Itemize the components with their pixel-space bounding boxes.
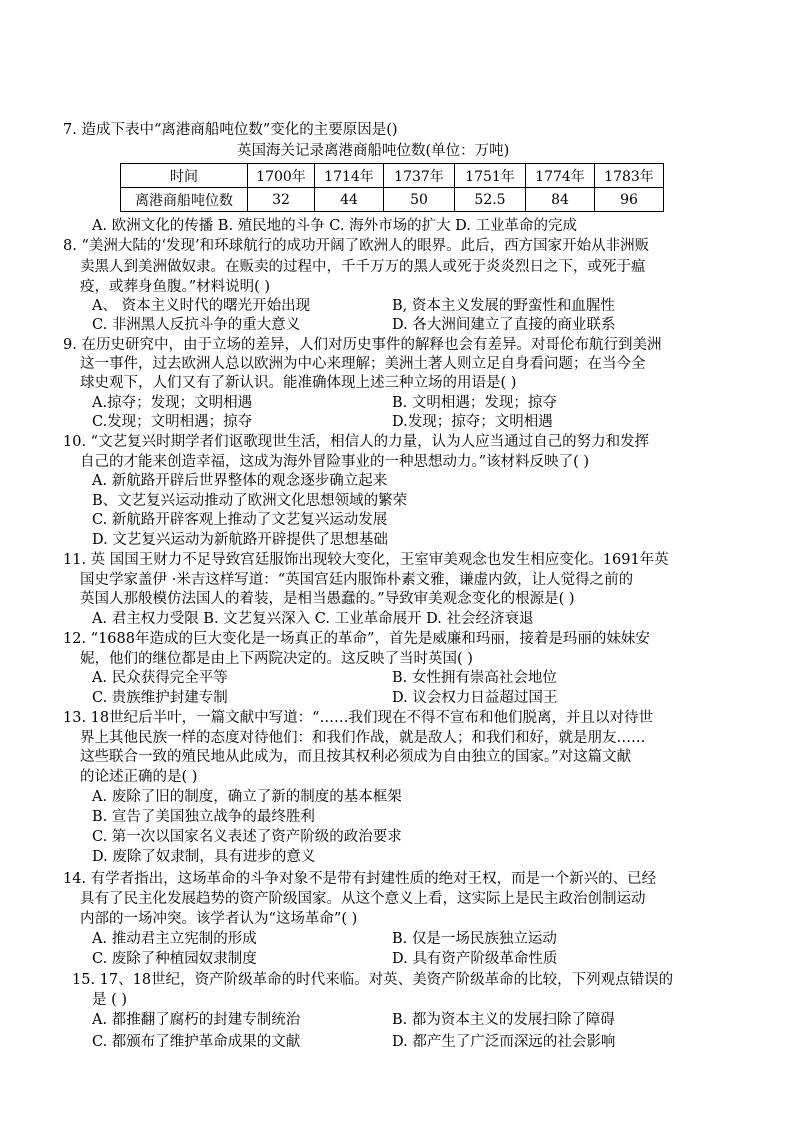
table-header-cell: 1783年 — [595, 164, 664, 188]
q10-line-1: 10. “文艺复兴时期学者们讴歌现世生活，相信人的力量，认为人应当通过自己的努力和发挥 — [63, 434, 650, 450]
q13-line-1: 13. 18世纪后半叶，一篇文献中写道：“……我们现在不得不宣布和他们脱离，并且以对待世 — [63, 710, 654, 726]
table-header-cell: 1737年 — [384, 164, 455, 188]
table-cell: 44 — [315, 188, 384, 212]
table-row — [121, 188, 664, 212]
q13-option-a: A. 废除了旧的制度，确立了新的制度的基本框架 — [92, 789, 402, 805]
q15-line-2: 是 ( ) — [92, 992, 128, 1008]
q10-option-d: D. 文艺复兴运动为新航路开辟提供了思想基础 — [92, 532, 388, 548]
q13-option-c: C. 第一次以国家名义表述了资产阶级的政治要求 — [92, 829, 402, 845]
q15-line-1: 15. 17、18世纪，资产阶级革命的时代来临。对英、美资产阶级革命的比较，下列观点错误的 — [72, 972, 674, 988]
q13-option-d: D. 废除了奴隶制，具有进步的意义 — [92, 849, 316, 865]
q12-option-a: A. 民众获得完全平等 — [92, 670, 228, 686]
q8-option-c: C. 非洲黑人反抗斗争的重大意义 — [92, 317, 301, 333]
table-header-cell: 1774年 — [526, 164, 595, 188]
q11-line-1: 11. 英 国国王财力不足导致宫廷服饰出现较大变化，王室审美观念也发生相应变化。1691年英 — [63, 552, 669, 568]
q7-table — [120, 163, 664, 212]
table-header-cell: 1714年 — [315, 164, 384, 188]
q14-option-b: B. 仅是一场民族独立运动 — [392, 931, 557, 947]
q12-option-d: D. 议会权力日益超过国王 — [392, 690, 558, 706]
q9-option-b: B. 文明相遇；发现；掠夺 — [392, 395, 557, 411]
q15-option-a: A. 都推翻了腐朽的封建专制统治 — [92, 1012, 301, 1028]
q9-option-c: C.发现；文明相遇；掠夺 — [92, 414, 253, 430]
q9-line-2: 这一事件，过去欧洲人总以欧洲为中心来理解；美洲土著人则立足自身看问题；在当今全 — [80, 356, 646, 372]
q13-option-b: B. 宣告了美国独立战争的最终胜利 — [92, 809, 315, 825]
q8-line-2: 卖黑人到美洲做奴隶。在贩卖的过程中，千千万万的黑人或死于炎炎烈日之下，或死于瘟 — [80, 259, 646, 275]
table-row — [121, 164, 664, 188]
q10-line-2: 自己的才能来创造幸福，这成为海外冒险事业的一种思想动力。”该材料反映了( ) — [80, 454, 590, 470]
q8-line-3: 疫，或葬身鱼腹。”材料说明( ) — [80, 279, 271, 295]
q10-option-a: A. 新航路开辟后世界整体的观念逐步确立起来 — [92, 473, 388, 489]
q8-line-1: 8. “美洲大陆的‘发现’和环球航行的成功开阔了欧洲人的眼界。此后，西方国家开始从非洲贩 — [63, 238, 650, 254]
q14-option-d: D. 具有资产阶级革命性质 — [392, 951, 558, 967]
table-cell: 84 — [526, 188, 595, 212]
q10-option-c: C. 新航路开辟客观上推动了文艺复兴运动发展 — [92, 512, 388, 528]
q9-line-1: 9. 在历史研究中，由于立场的差异，人们对历史事件的解释也会有差异。对哥伦布航行到美洲 — [63, 337, 662, 353]
q7-table-title: 英国海关记录离港商船吨位数(单位：万吨) — [237, 143, 510, 159]
table-header-cell: 时间 — [121, 164, 248, 188]
q12-option-c: C. 贵族维护封建专制 — [92, 690, 228, 706]
table-cell: 32 — [248, 188, 315, 212]
q7-stem: 7. 造成下表中“离港商船吨位数”变化的主要原因是() — [63, 122, 398, 138]
q12-line-2: 妮，他们的继位都是由上下两院决定的。这反映了当时英国( ) — [80, 651, 473, 667]
q14-line-2: 具有了民主化发展趋势的资产阶级国家。从这个意义上看，这实际上是民主政治创制运动 — [80, 891, 646, 907]
q14-line-1: 14. 有学者指出，这场革命的斗争对象不是带有封建性质的绝对王权，而是一个新兴的、已经 — [63, 871, 657, 887]
q8-option-a: A、 资本主义时代的曙光开始出现 — [92, 298, 311, 314]
table-cell: 52.5 — [455, 188, 526, 212]
q15-option-c: C. 都颁布了维护革命成果的文献 — [92, 1034, 301, 1050]
q13-line-3: 这些联合一致的殖民地从此成为，而且按其权利必须成为自由独立的国家。”对这篇文献 — [80, 749, 632, 765]
table-header-cell: 1700年 — [248, 164, 315, 188]
q11-options: A. 君主权力受限 B. 文艺复兴深入 C. 工业革命展开 D. 社会经济衰退 — [92, 611, 534, 627]
q11-line-2: 国史学家盖伊 ·米吉这样写道：“英国宫廷内服饰朴素文雅，谦虚内敛，让人觉得之前的 — [80, 572, 634, 588]
q14-line-3: 内部的一场冲突。该学者认为“这场革命”( ) — [80, 911, 358, 927]
q14-option-c: C. 废除了种植园奴隶制度 — [92, 951, 257, 967]
q15-option-b: B. 都为资本主义的发展扫除了障碍 — [392, 1012, 615, 1028]
table-cell: 50 — [384, 188, 455, 212]
q10-option-b: B、文艺复兴运动推动了欧洲文化思想领域的繁荣 — [92, 493, 408, 509]
q11-line-3: 英国人那般模仿法国人的着装，是相当愚蠢的。”导致审美观念变化的根源是( ) — [80, 591, 575, 607]
q14-option-a: A. 推动君主立宪制的形成 — [92, 931, 257, 947]
q12-option-b: B. 女性拥有崇高社会地位 — [392, 670, 557, 686]
q15-option-d: D. 都产生了广泛而深远的社会影响 — [392, 1034, 616, 1050]
q13-line-2: 界上其他民族一样的态度对待他们：和我们作战，就是敌人；和我们和好，就是朋友…… — [80, 730, 646, 746]
q9-option-d: D.发现；掠夺；文明相遇 — [392, 414, 553, 430]
q13-line-4: 的论述正确的是( ) — [80, 769, 198, 785]
table-cell: 离港商船吨位数 — [121, 188, 248, 212]
table-cell: 96 — [595, 188, 664, 212]
q7-options: A. 欧洲文化的传播 B. 殖民地的斗争 C. 海外市场的扩大 D. 工业革命的完成 — [92, 218, 578, 234]
q12-line-1: 12. “1688年造成的巨大变化是一场真正的革命”，首先是威廉和玛丽，接着是玛丽的妹妹安 — [63, 631, 650, 647]
q8-option-d: D. 各大洲间建立了直接的商业联系 — [392, 317, 616, 333]
q9-option-a: A.掠夺；发现；文明相遇 — [92, 395, 253, 411]
q9-line-3: 球史观下，人们又有了新认识。能准确体现上述三种立场的用语是( ) — [80, 375, 517, 391]
q8-option-b: B, 资本主义发展的野蛮性和血腥性 — [392, 298, 615, 314]
table-header-cell: 1751年 — [455, 164, 526, 188]
